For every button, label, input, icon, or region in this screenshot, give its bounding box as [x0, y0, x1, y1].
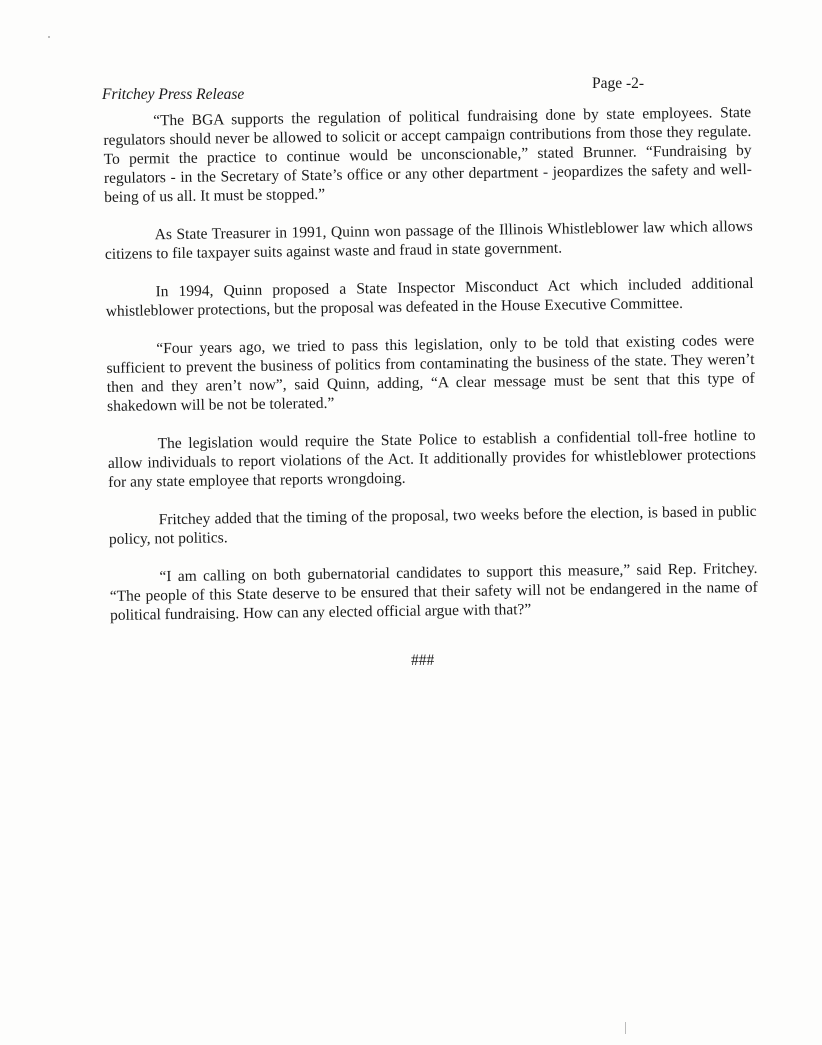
- paragraph-whistleblower-law: As State Treasurer in 1991, Quinn won passage of the Illinois Whistleblower law which allows citizens to file taxpayer suits against waste and fraud in state government.: [104, 217, 753, 263]
- page-number: Page -2-: [592, 75, 645, 92]
- paragraph-hotline: The legislation would require the State Police to establish a confidential toll-free hotline to allow individuals to report violations of the Act. It additionally provides for whistleblower protections for any state employee that reports wrongdoing.: [107, 426, 756, 491]
- end-of-release-mark: ###: [411, 652, 435, 669]
- paragraph-timing: Fritchey added that the timing of the proposal, two weeks before the election, is based in public policy, not politics.: [108, 502, 757, 548]
- paragraph-misconduct-act: In 1994, Quinn proposed a State Inspector Misconduct Act which included additional whistleblower protections, but the proposal was defeated in the House Executive Committee.: [105, 274, 754, 320]
- paragraph-fritchey-quote: “I am calling on both gubernatorial candidates to support this measure,” said Rep. Fritchey. “The people of this State deserve to be ensured that their safety will not be endangered in the name of political fundraising. How can any elected official argue with that?”: [109, 559, 758, 624]
- paragraph-quinn-quote: “Four years ago, we tried to pass this legislation, only to be told that existing codes were sufficient to prevent the business of politics from contaminating the business of the state. They weren’t then and they aren’t now”, said Quinn, adding, “A clear message must be sent that this type of shakedown will be not be tolerated.”: [106, 331, 755, 415]
- scan-speck: [625, 1022, 626, 1034]
- release-title: Fritchey Press Release: [102, 86, 245, 103]
- scan-speck: [48, 36, 50, 38]
- release-body: [103, 103, 758, 644]
- paragraph-bga-quote: “The BGA supports the regulation of political fundraising done by state employees. State regulators should never be allowed to solicit or accept campaign contributions from those they regulate. To permit the practice to continue would be unconscionable,” stated Brunner. “Fundraising by regulators - in the Secretary of State’s office or any other department - jeopardizes the safety and well-being of us all. It must be stopped.”: [103, 103, 752, 206]
